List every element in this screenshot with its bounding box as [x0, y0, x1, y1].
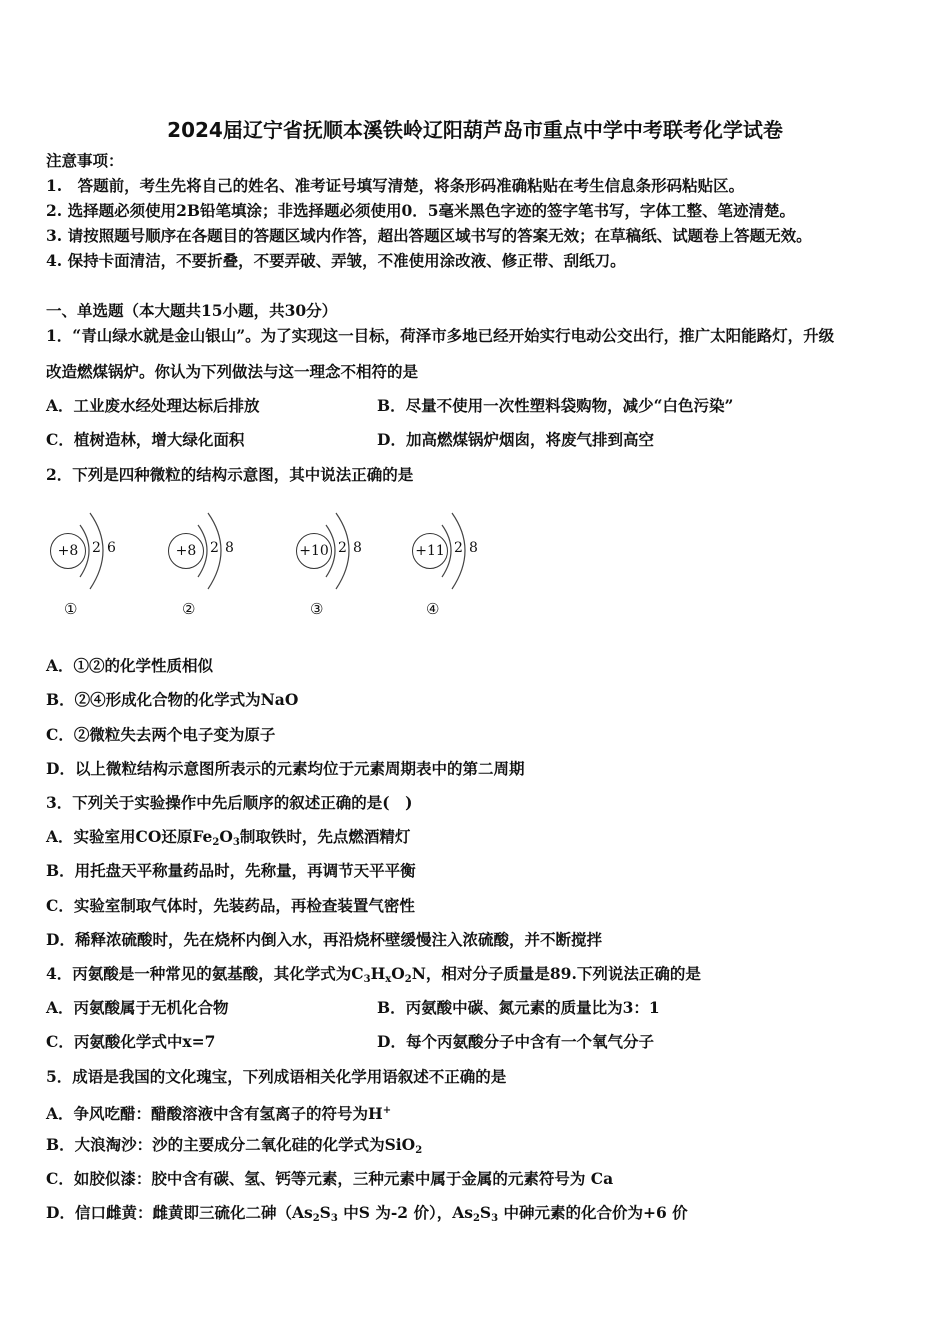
subscript: x [385, 974, 392, 985]
section-heading: 一、单选题（本大题共15小题，共30分） [46, 301, 338, 320]
diagram-label: ② [182, 600, 196, 618]
notice-heading: 注意事项： [46, 151, 124, 170]
question-1-stem-cont: 改造燃煤锅炉。你认为下列做法与这一理念不相符的是 [46, 362, 419, 381]
text: 制取铁时，先点燃酒精灯 [239, 827, 411, 846]
q1-option-d: D．加高燃煤锅炉烟囱，将废气排到高空 [377, 430, 654, 449]
text: 中砷元素的化合价为+6 价 [498, 1203, 688, 1222]
shell-2-electrons: 8 [469, 540, 478, 556]
q4-option-b: B．丙氨酸中碳、氮元素的质量比为3：1 [377, 998, 660, 1017]
diagram-label: ④ [426, 600, 440, 618]
text: B．大浪淘沙：沙的主要成分二氧化硅的化学式为SiO [46, 1135, 416, 1154]
text: A．实验室用CO还原Fe [46, 827, 213, 846]
q4-option-c: C．丙氨酸化学式中x=7 [46, 1032, 216, 1051]
subscript: 3 [232, 837, 240, 848]
q5-option-c: C．如胶似漆：胶中含有碳、氢、钙等元素，三种元素中属于金属的元素符号为 Ca [46, 1169, 614, 1188]
q1-option-c: C．植树造林，增大绿化面积 [46, 430, 245, 449]
q3-option-c: C．实验室制取气体时，先装药品，再检查装置气密性 [46, 896, 415, 915]
shell-1-electrons: 2 [210, 540, 219, 556]
q5-option-a [46, 1101, 391, 1124]
text: A．争风吃醋：醋酸溶液中含有氢离子的符号为H [46, 1104, 383, 1123]
q1-option-a: A．工业废水经处理达标后排放 [46, 396, 260, 415]
diagram-label: ① [64, 600, 78, 618]
shell-2-electrons: 6 [107, 540, 116, 556]
notice-item: 2. 选择题必须使用2B铅笔填涂；非选择题必须使用0．5毫米黑色字迹的签字笔书写，字体工整、笔迹清楚。 [46, 201, 796, 220]
q2-option-d: D．以上微粒结构示意图所表示的元素均位于元素周期表中的第二周期 [46, 759, 525, 778]
text: S [319, 1203, 331, 1222]
shell-1-electrons: 2 [454, 540, 463, 556]
q2-option-c: C．②微粒失去两个电子变为原子 [46, 725, 276, 744]
text: D．信口雌黄：雌黄即三硫化二砷（As [46, 1203, 313, 1222]
subscript: 3 [363, 974, 371, 985]
question-3-stem: 3．下列关于实验操作中先后顺序的叙述正确的是( ) [46, 793, 413, 812]
nucleus: +11 [412, 533, 448, 569]
question-2-stem: 2．下列是四种微粒的结构示意图，其中说法正确的是 [46, 465, 414, 484]
nucleus: +8 [50, 533, 86, 569]
subscript: 3 [330, 1213, 338, 1224]
notice-item: 3. 请按照题号顺序在各题目的答题区域内作答，超出答题区域书写的答案无效；在草稿纸、试题卷上答题无效。 [46, 226, 812, 245]
q2-option-a: A．①②的化学性质相似 [46, 656, 214, 675]
subscript: 2 [404, 974, 412, 985]
q4-option-d: D．每个丙氨酸分子中含有一个氧气分子 [377, 1032, 654, 1051]
q3-option-a [46, 827, 410, 853]
q2-option-b: B．②④形成化合物的化学式为NaO [46, 690, 299, 709]
text: N，相对分子质量是89.下列说法正确的是 [411, 964, 701, 983]
question-4-stem [46, 964, 701, 990]
shell-1-electrons: 2 [338, 540, 347, 556]
question-5-stem: 5．成语是我国的文化瑰宝，下列成语相关化学用语叙述不正确的是 [46, 1067, 507, 1086]
q5-option-d [46, 1203, 688, 1229]
nucleus: +8 [168, 533, 204, 569]
subscript: 2 [472, 1213, 480, 1224]
q3-option-b: B．用托盘天平称量药品时，先称量，再调节天平平衡 [46, 861, 416, 880]
subscript: 3 [491, 1213, 499, 1224]
notice-item: 4. 保持卡面清洁，不要折叠，不要弄破、弄皱，不准使用涂改液、修正带、刮纸刀。 [46, 251, 626, 270]
subscript: 2 [312, 1213, 320, 1224]
subscript: 2 [415, 1145, 423, 1156]
diagram-label: ③ [310, 600, 324, 618]
notice-item: 1. 答题前，考生先将自己的姓名、准考证号填写清楚，将条形码准确粘贴在考生信息条形码粘贴区。 [46, 176, 745, 195]
text: H [370, 964, 386, 983]
shell-2-electrons: 8 [225, 540, 234, 556]
subscript: 2 [212, 837, 220, 848]
shell-2-electrons: 8 [353, 540, 362, 556]
page-title: 2024届辽宁省抚顺本溪铁岭辽阳葫芦岛市重点中学中考联考化学试卷 [167, 118, 783, 142]
q3-option-d: D．稀释浓硫酸时，先在烧杯内倒入水，再沿烧杯壁缓慢注入浓硫酸，并不断搅拌 [46, 930, 602, 949]
superscript: + [382, 1105, 392, 1116]
text: 4．丙氨酸是一种常见的氨基酸，其化学式为C [46, 964, 364, 983]
text: O [219, 827, 233, 846]
q5-option-b [46, 1135, 422, 1161]
q1-option-b: B．尽量不使用一次性塑料袋购物，减少“白色污染” [377, 396, 734, 415]
text: O [391, 964, 405, 983]
text: 中S 为-2 价），As [337, 1203, 473, 1222]
text: S [479, 1203, 492, 1222]
q4-option-a: A．丙氨酸属于无机化合物 [46, 998, 229, 1017]
nucleus: +10 [296, 533, 332, 569]
shell-1-electrons: 2 [92, 540, 101, 556]
question-1-stem: 1．“青山绿水就是金山银山”。为了实现这一目标，荷泽市多地已经开始实行电动公交出行，推广太阳能路灯，升级 [46, 326, 835, 345]
